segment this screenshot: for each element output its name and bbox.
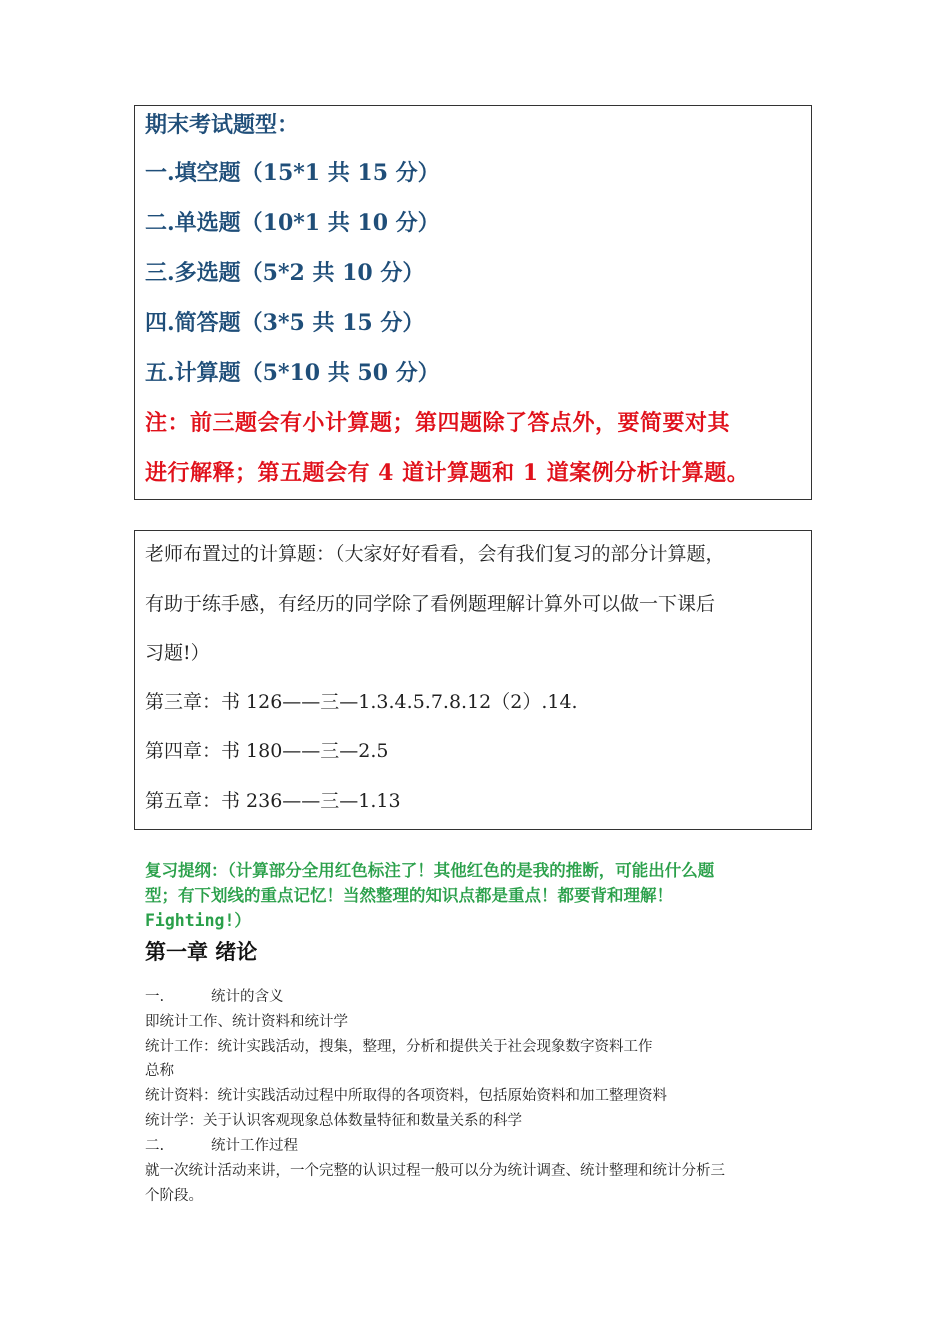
exam-item-fill-blank: 一.填空题（15*1 共 15 分）: [145, 160, 440, 186]
homework-box: [134, 530, 812, 830]
section-1-number: 一.: [145, 989, 165, 1005]
exam-item-multi-choice: 三.多选题（5*2 共 10 分）: [145, 260, 425, 286]
homework-chapter-3: 第三章：书 126——三—1.3.4.5.7.8.12（2）.14.: [145, 691, 578, 713]
body-line: 总称: [145, 1063, 174, 1079]
exam-item-calculation: 五.计算题（5*10 共 50 分）: [145, 360, 440, 386]
homework-line-3: 习题!）: [145, 642, 210, 664]
section-1-title: 统计的含义: [211, 989, 284, 1005]
body-line: 就一次统计活动来讲，一个完整的认识过程一般可以分为统计调查、统计整理和统计分析三: [145, 1163, 725, 1179]
body-line: 个阶段。: [145, 1188, 203, 1204]
exam-item-single-choice: 二.单选题（10*1 共 10 分）: [145, 210, 440, 236]
section-2-heading: [145, 1134, 298, 1155]
chapter-title: 第一章 绪论: [145, 940, 258, 964]
section-2-title: 统计工作过程: [211, 1138, 298, 1154]
review-note-line-2: 型；有下划线的重点记忆！当然整理的知识点都是重点！都要背和理解！: [145, 886, 673, 905]
body-line: 即统计工作、统计资料和统计学: [145, 1014, 348, 1030]
exam-note-line-1: 注：前三题会有小计算题；第四题除了答点外，要简要对其: [145, 410, 731, 436]
exam-item-short-answer: 四.简答题（3*5 共 15 分）: [145, 310, 425, 336]
body-line: 统计学：关于认识客观现象总体数量特征和数量关系的科学: [145, 1113, 522, 1129]
exam-types-box: [134, 105, 812, 500]
exam-note-line-2: 进行解释；第五题会有 4 道计算题和 1 道案例分析计算题。: [145, 460, 750, 486]
body-line: 统计资料：统计实践活动过程中所取得的各项资料，包括原始资料和加工整理资料: [145, 1088, 667, 1104]
body-line: 统计工作：统计实践活动，搜集，整理，分析和提供关于社会现象数字资料工作: [145, 1039, 653, 1055]
homework-chapter-4: 第四章：书 180——三—2.5: [145, 740, 389, 762]
homework-line-1: 老师布置过的计算题：（大家好好看看，会有我们复习的部分计算题，: [145, 543, 725, 565]
section-2-number: 二.: [145, 1138, 165, 1154]
homework-chapter-5: 第五章：书 236——三—1.13: [145, 790, 401, 812]
review-note-line-3: Fighting!）: [145, 911, 251, 930]
exam-types-title: 期末考试题型：: [145, 112, 300, 138]
homework-line-2: 有助于练手感，有经历的同学除了看例题理解计算外可以做一下课后: [145, 593, 716, 615]
section-1-heading: [145, 985, 284, 1006]
review-note-line-1: 复习提纲：（计算部分全用红色标注了！其他红色的是我的推断，可能出什么题: [145, 861, 715, 880]
